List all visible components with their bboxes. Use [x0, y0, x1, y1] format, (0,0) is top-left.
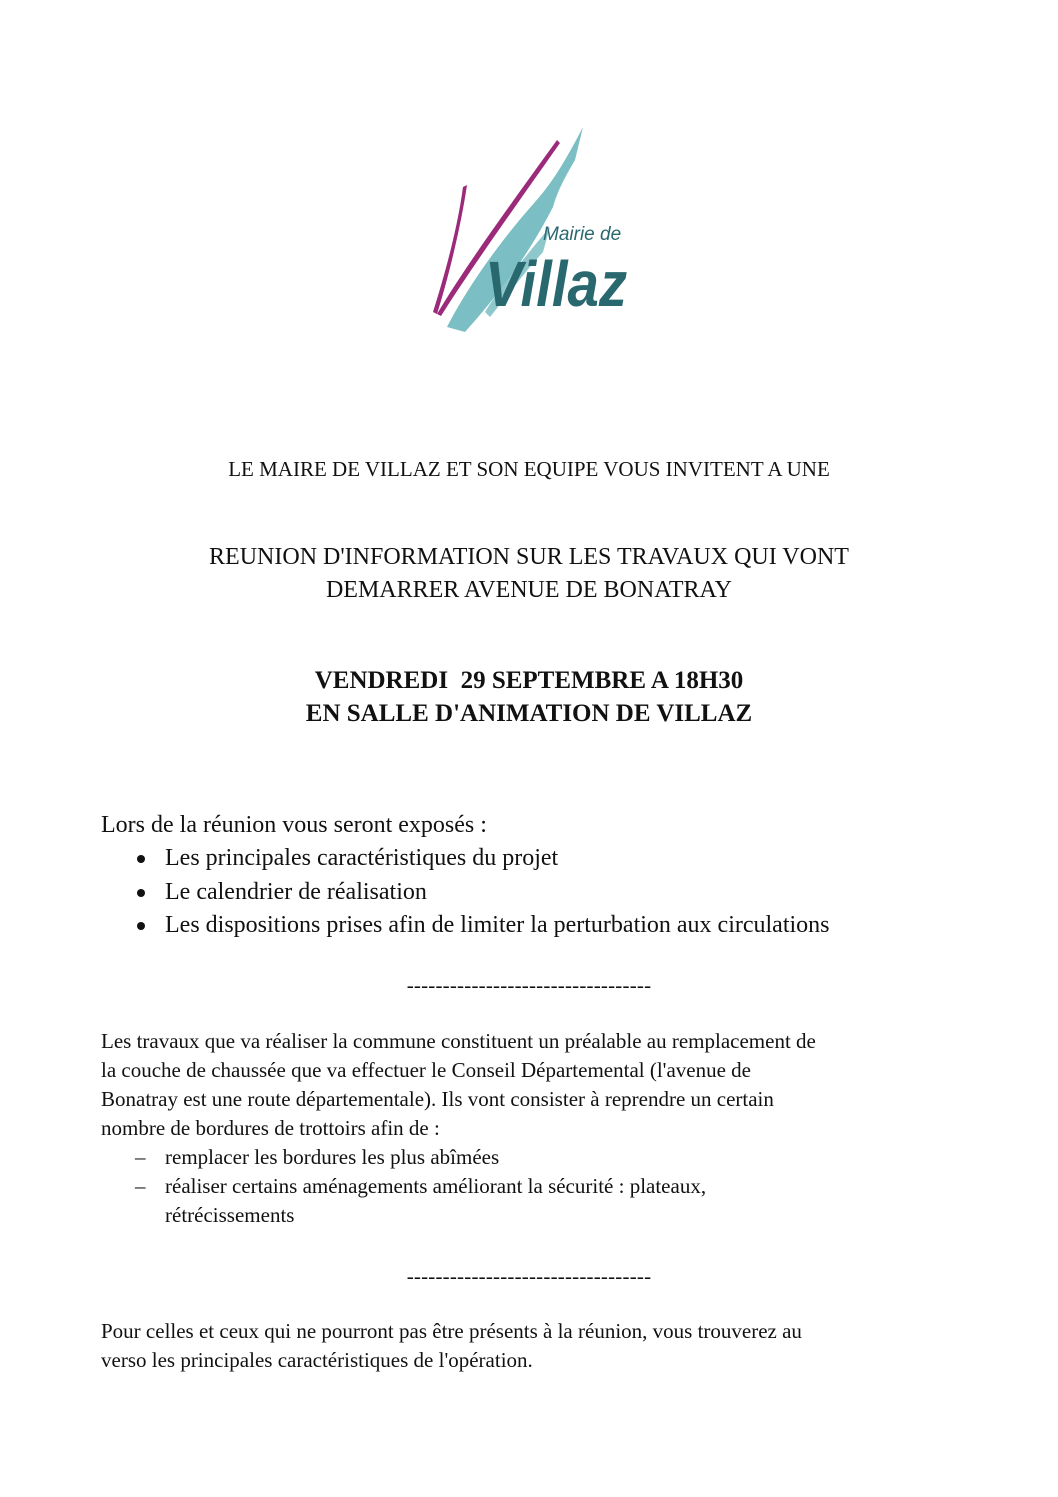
works-description-paragraph — [101, 1027, 816, 1143]
meeting-title-line-2: DEMARRER AVENUE DE BONATRAY — [325, 577, 733, 603]
paragraph-line: verso les principales caractéristiques de l'opération. — [101, 1348, 533, 1372]
date-location-block — [0, 664, 1058, 730]
dash-icon: – — [135, 1174, 146, 1198]
date-line: VENDREDI 29 SEPTEMBRE A 18H30 — [314, 667, 744, 694]
mairie-de-villaz-logo — [425, 122, 640, 337]
bullet-item-text: Les dispositions prises afin de limiter la perturbation aux circulations — [165, 912, 830, 938]
bullet-icon — [137, 922, 145, 930]
location-line: EN SALLE D'ANIMATION DE VILLAZ — [305, 700, 753, 727]
agenda-bullet-list — [101, 842, 830, 943]
bullet-icon — [137, 889, 145, 897]
bullet-item — [101, 909, 830, 943]
invitation-line: LE MAIRE DE VILLAZ ET SON EQUIPE VOUS INVITENT A UNE — [228, 457, 830, 481]
separator-line: ---------------------------------- — [406, 973, 652, 997]
logo-text-small: Mairie de — [543, 224, 622, 245]
paragraph-line: Pour celles et ceux qui ne pourront pas être présents à la réunion, vous trouverez au — [101, 1319, 802, 1343]
dash-item — [101, 1143, 706, 1172]
dash-item-text: réaliser certains aménagements améliorant la sécurité : plateaux, — [165, 1174, 707, 1198]
logo-text-large: Villaz — [485, 248, 627, 320]
paragraph-line: nombre de bordures de trottoirs afin de : — [101, 1116, 440, 1140]
bullet-item-text: Les principales caractéristiques du projet — [165, 845, 559, 871]
meeting-title-line-1: REUNION D'INFORMATION SUR LES TRAVAUX QUI VONT — [209, 544, 849, 570]
works-dash-list — [101, 1143, 706, 1230]
separator-line: ---------------------------------- — [406, 1264, 652, 1288]
paragraph-line: Bonatray est une route départementale). Ils vont consister à reprendre un certain — [101, 1087, 774, 1111]
paragraph-line: la couche de chaussée que va effectuer le Conseil Départemental (l'avenue de — [101, 1058, 751, 1082]
bullet-icon — [137, 855, 145, 863]
meeting-title — [0, 541, 1058, 607]
bullet-item — [101, 842, 830, 876]
villaz-logo-graphic — [425, 122, 640, 337]
dash-icon: – — [135, 1145, 146, 1169]
paragraph-line: Les travaux que va réaliser la commune constituent un préalable au remplacement de — [101, 1029, 816, 1053]
bullet-item — [101, 876, 830, 910]
closing-paragraph — [101, 1317, 802, 1375]
intro-text: Lors de la réunion vous seront exposés : — [101, 812, 487, 838]
dash-item — [101, 1172, 706, 1230]
dash-item-text: remplacer les bordures les plus abîmées — [165, 1145, 500, 1169]
bullet-item-text: Le calendrier de réalisation — [165, 878, 427, 905]
dash-item-text-continued: rétrécissements — [165, 1203, 295, 1227]
